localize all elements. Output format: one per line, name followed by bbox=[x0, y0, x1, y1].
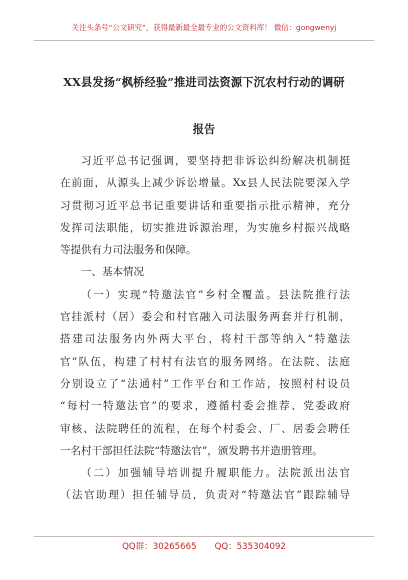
paragraph-line: 官”队伍，构建了村村有法官的服务网络。在法院、法庭 bbox=[60, 355, 350, 368]
paragraph-line: 等提供有力司法服务和保障。 bbox=[60, 244, 197, 257]
paragraph-line: 官挂派村（居）委会和村官融入司法服务两套并行机制， bbox=[60, 311, 350, 324]
header-divider bbox=[34, 40, 374, 41]
paragraph-line: 习贯彻习近平总书记重要讲话和重要指示批示精神，充分 bbox=[60, 199, 350, 212]
paragraph-line: （法官助理）担任辅导员，负责对“特邀法官”跟踪辅导 bbox=[60, 489, 350, 502]
footer-divider bbox=[34, 536, 374, 537]
header-promo-note: 关注头条号“公文研究”，获得最新最全最专业的公文资料库！ 微信：gongwenyj bbox=[71, 23, 337, 32]
paragraph-line: 分别设立了“法通村”工作平台和工作站，按照村村设员 bbox=[60, 377, 350, 390]
document-subtitle: 报告 bbox=[192, 122, 216, 136]
footer-contact bbox=[0, 540, 408, 552]
paragraph-line: （一）实现“特邀法官”乡村全覆盖。县法院推行法 bbox=[81, 288, 350, 301]
footer-qq: QQ：535304092 bbox=[214, 542, 286, 552]
paragraph-line: 习近平总书记强调，要坚持把非诉讼纠纷解决机制挺 bbox=[81, 155, 350, 167]
paragraph-line: 审核、法院聘任的流程，在每个村委会、厂、居委会聘任 bbox=[60, 422, 350, 435]
footer-qq-group: QQ群：30265665 bbox=[122, 542, 197, 552]
section-heading: 一、基本情况 bbox=[81, 266, 144, 279]
document-title: XX县发扬“枫桥经验”推进司法资源下沉农村行动的调研 bbox=[63, 75, 345, 89]
paragraph-line: 一名村干部担任法院“特邀法官”，颁发聘书并造册管理。 bbox=[60, 444, 323, 457]
paragraph-line: “每村一特邀法官”的要求，遵循村委会推荐、党委政府 bbox=[60, 400, 350, 413]
paragraph-line: 搭建司法服务内外两大平台，将村干部等纳入“特邀法 bbox=[60, 333, 350, 346]
paragraph-line: 发挥司法职能，切实推进诉源治理，为实施乡村振兴战略 bbox=[60, 221, 350, 234]
document-body bbox=[60, 150, 350, 507]
paragraph-line: 在前面，从源头上减少诉讼增量。Xx县人民法院要深入学 bbox=[60, 177, 350, 190]
paragraph-line: （二）加强辅导培训提升履职能力。法院派出法官 bbox=[81, 467, 350, 480]
